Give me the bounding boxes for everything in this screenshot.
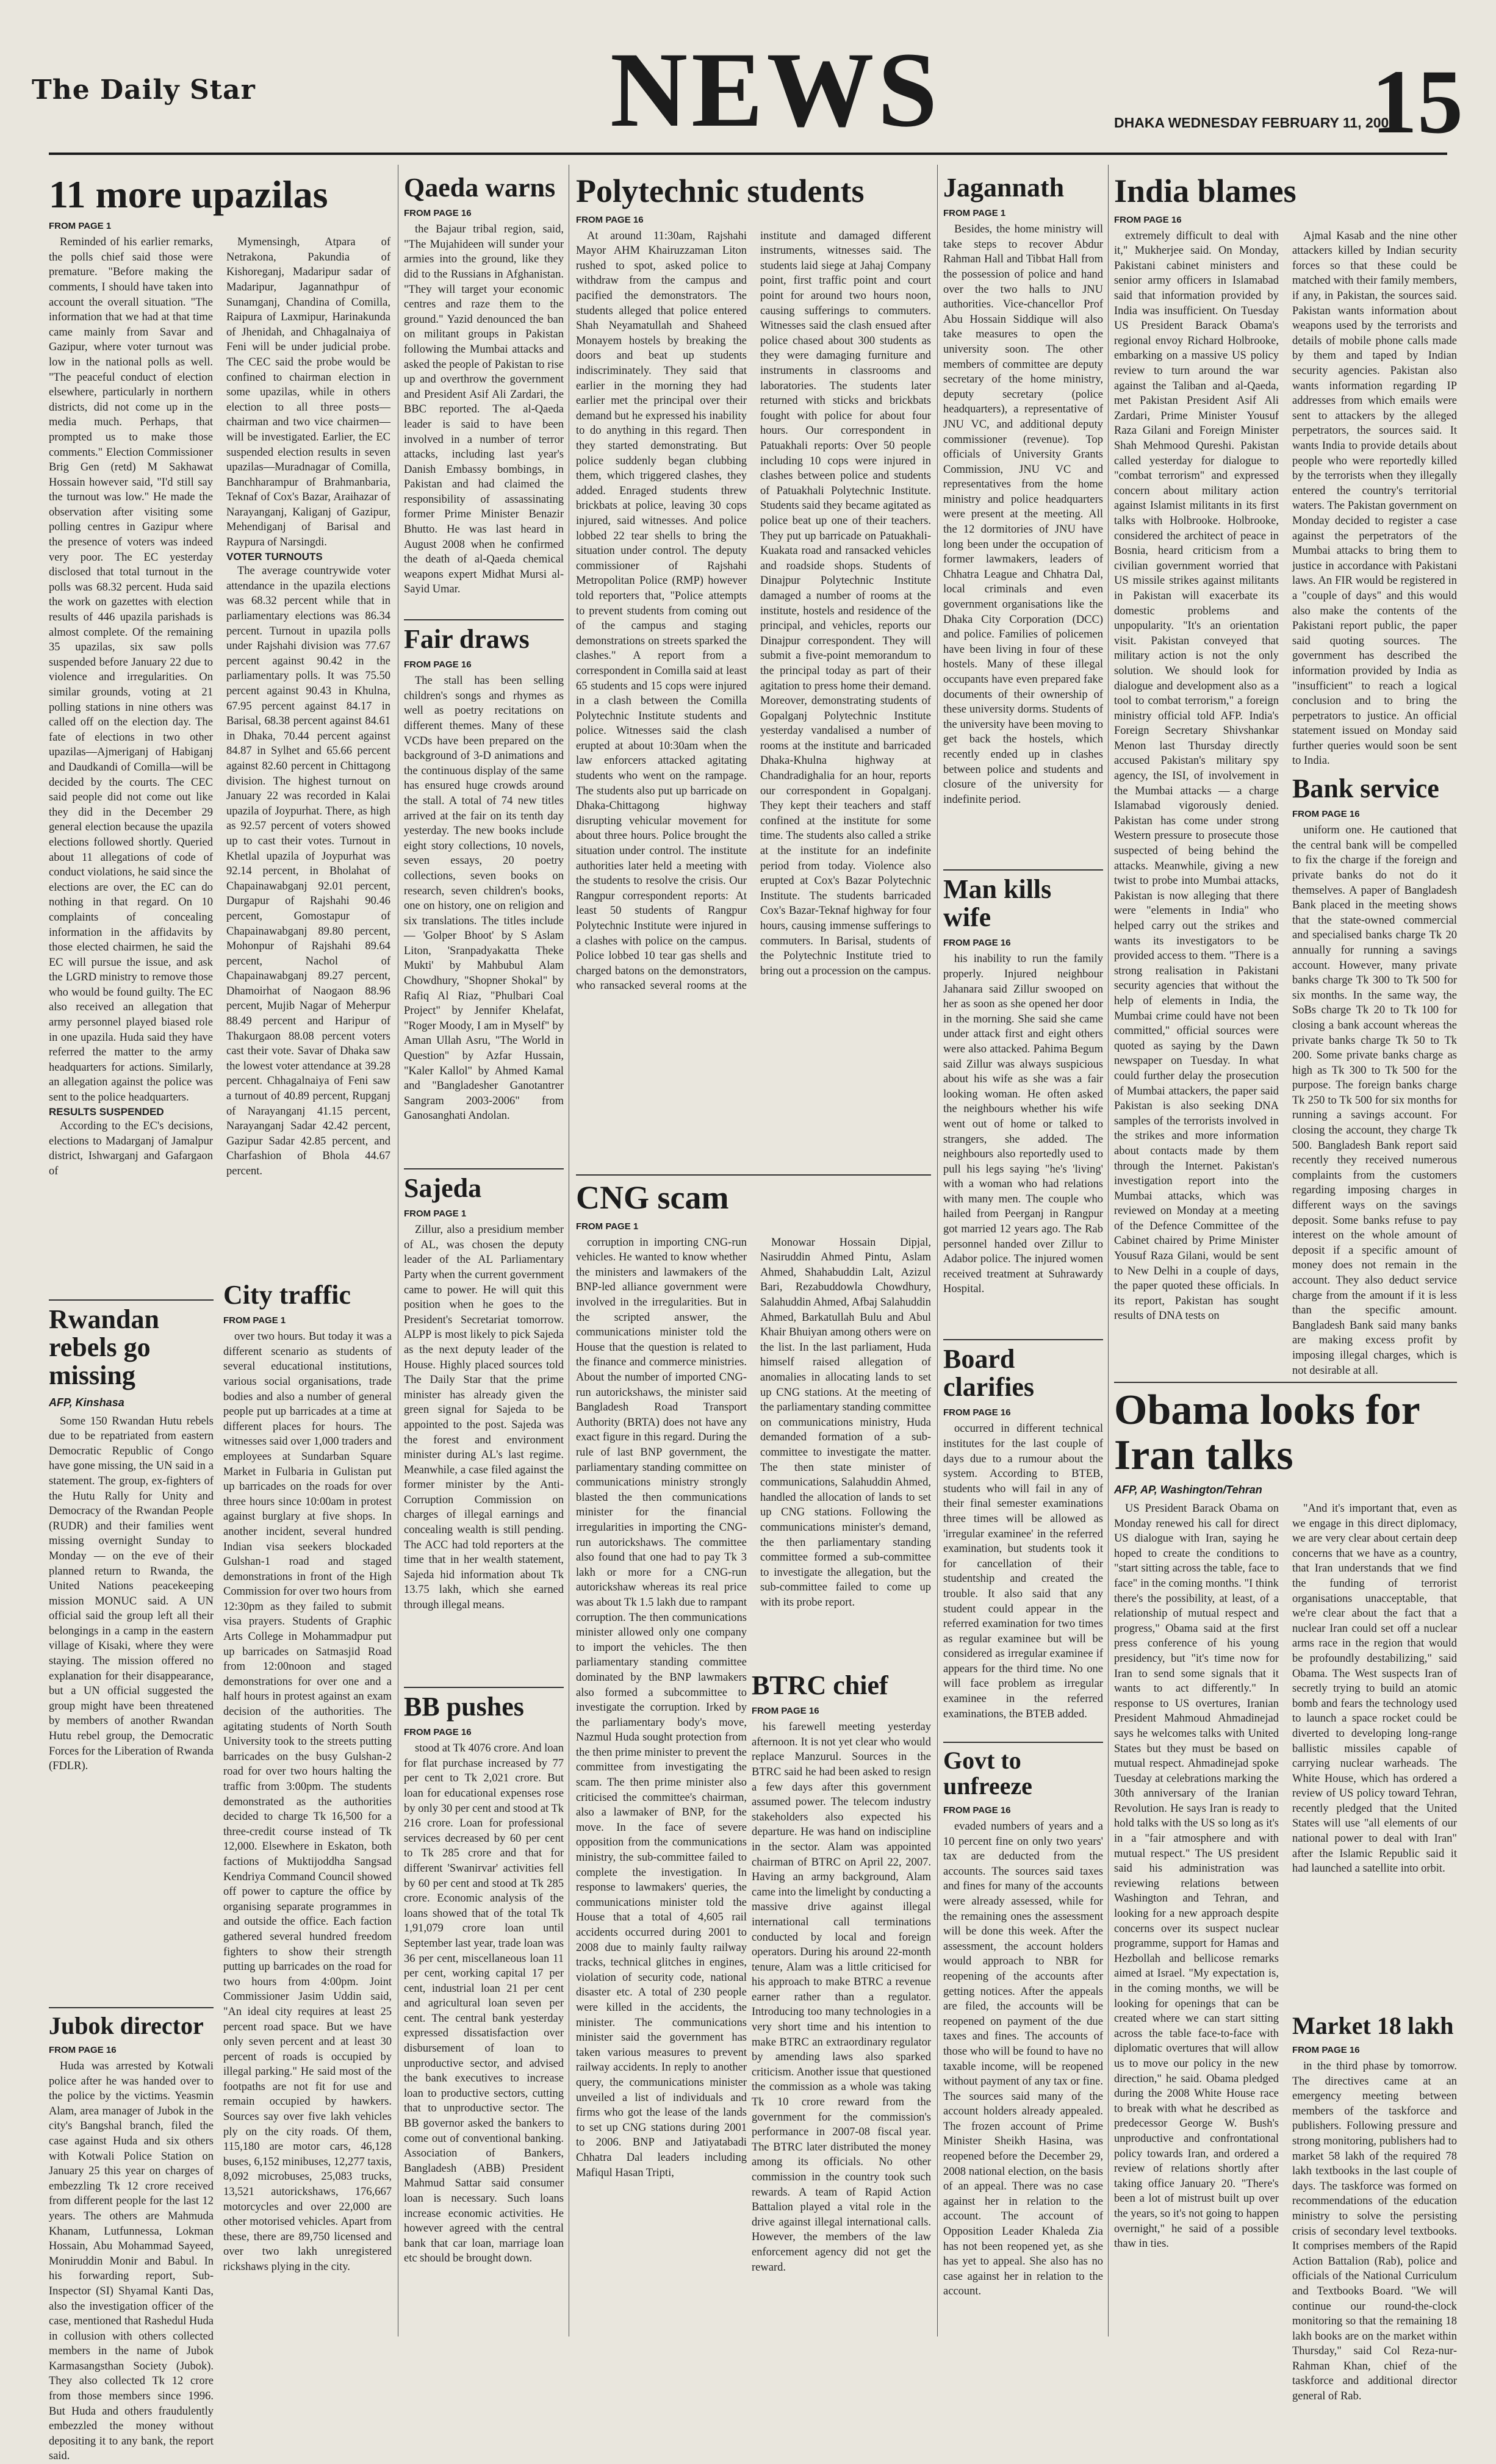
article-text: Mymensingh, Atpara of Netrakona, Pakundia of Kishoreganj, Madaripur sadar of Madaripur, Jagannathpur of Sunamganj, Chandina of Comilla, Raipura of Laxmipur, Harinakunda of Jhenidah, and Chhagalnaiya of Feni will be under judicial probe. The CEC said the probe would be confined to chairman election in some upazilas, while in others election to all three posts—chairman and two vice chairmen—will be investigated. Earlier, the EC suspended election results in seven upazilas—Muradnagar of Comilla, Banchharampur of Brahmanbaria, Teknaf of Cox's Bazar, Araihazar of Narayanganj, Kaliganj of Gazipur, Mehendiganj of Barisal and Raypura of Narsingdi. [226, 236, 390, 549]
article-text: his farewell meeting yesterday afternoon. It is not yet clear who would replace Manzurul. Sources in the BTRC said he had been asked to resign a few days after this government assumed power. The telecom industry stakeholders also expected his departure. He was hand on indiscipline in the sector. Alam was appointed chairman of BTRC on April 22, 2007. Having an army background, Alam came into the limelight by conducting a massive drive against illegal international call terminations conducted by local and foreign operators. During his around 22-month tenure, Alam was a little criticised for his approach to make BTRC a revenue earner rather than a regulator. Introducing too many technologies in a very short time and his intention to make BTRC an extraordinary regulator by amending laws also sparked criticism. Another issue that questioned the commission as a whole was taking Tk 10 crore reward from the government for the commission's performance in 2007-08 fiscal year. The BTRC later distributed the money among its officials. No other commission in the country took such rewards. A team of Rapid Action Battalion played a vital role in the drive against illegal international calls. However, the members of the law enforcement agency did not get the reward. [752, 1721, 931, 2274]
from-page: FROM PAGE 1 [943, 208, 1006, 219]
from-page: FROM PAGE 16 [404, 659, 472, 670]
article-text: According to the EC's decisions, elections to Madarganj of Jamalpur district, Ishwarganj and Gafargaon of [49, 1120, 213, 1178]
article-bank [1292, 775, 1457, 1379]
article-divider [49, 2007, 214, 2008]
byline: AFP, AP, Washington/Tehran [1114, 1484, 1262, 1496]
article-text: US President Barack Obama on Monday renewed his call for direct US dialogue with Iran, saying he hoped to create the conditions to "start sitting across the table, face to face" in the coming months. "I think there's the possibility, at least, of a relationship of mutual respect and progress," Obama said at the first press conference of his young presidency, but "it's time now for Iran to send some signals that it wants to act differently." In response to US overtures, Iranian President Mahmoud Ahmadinejad says he welcomes talks with United States but they must be based on mutual respect. Ahmadinejad spoke Tuesday at celebrations marking the 30th anniversary of the Iranian Revolution. He says Iran is ready to hold talks with the US so long as it's in a "fair atmosphere and with mutual respect." The US president said his administration was reviewing relations between Washington and Tehran, and looking for a new approach despite concerns over its suspect nuclear programme, support for Hamas and Hezbollah and bellicose remarks aimed at Israel. "My expectation is, in the coming months, we will be looking for openings that can be created where we can start sitting across the table face-to-face with diplomatic overtures that will allow us to move our policy in the new direction," he said. Obama pledged during the 2008 White House race to break with what he described as predecessor George W. Bush's unproductive and confrontational policy towards Iran, and ordered a review of relations shortly after taking office January 20. "There's been a lot of mistrust built up over the years, so it's not going to happen overnight," he said of a possible thaw in ties. [1114, 1503, 1279, 2250]
section-title: NEWS [610, 31, 941, 149]
article-column [752, 1720, 931, 2275]
article-board [943, 1345, 1103, 1736]
article-text: The average countrywide voter attendance in the upazila elections was 68.32 percent while that in parliamentary elections was 86.34 percent. Turnout in upazila polls under Rajshahi division was 77.67 percent against 90.42 in the parliamentary polls. It was 75.50 percent against 90.43 in Khulna, 67.95 percent against 84.17 in Barisal, 68.38 percent against 84.61 in Dhaka, 70.44 percent against 84.87 in Sylhet and 65.66 percent against 82.60 percent in Chittagong division. The highest turnout on January 22 was recorded in Kalai upazila of Joypurhat. There, as high as 92.57 percent of voters showed up to cast their votes. Turnout in Khetlal upazila of Joypurhat was 92.14 percent, in Bholahat of Chapainawabganj 92.01 percent, Durgapur of Rajshahi 90.46 percent, Gomostapur of Chapainawabganj 89.80 percent, Mohonpur of Rajshahi 89.64 percent, Nachol of Chapainawabganj 89.27 percent, Dhamoirhat of Naogaon 88.96 percent, Mujib Nagar of Meherpur 88.49 percent and Haripur of Thakurgaon 88.08 percent voters cast their vote. Savar of Dhaka saw the lowest voter attendance at 39.28 percent. Chhagalnaiya of Feni saw a turnout of 40.89 percent, Rupganj of Narayanganj 41.15 percent, Narayanganj Sadar 42.42 percent, Gazipur Sadar 42.85 percent, and Charfashion of Bhola 44.67 percent. [226, 565, 390, 1178]
article-divider [404, 619, 564, 620]
headline: Fair draws [404, 624, 530, 654]
article-divider [404, 1168, 564, 1169]
article-qaeda [404, 174, 564, 613]
headline: Jagannath [943, 173, 1065, 203]
article-govt [943, 1748, 1103, 2343]
article-polytechnic [576, 174, 931, 1168]
headline: Obama looks for Iran talks [1114, 1387, 1420, 1479]
from-page: FROM PAGE 16 [752, 1706, 819, 1717]
article-man-kills-wife [943, 875, 1103, 1333]
article-column [943, 222, 1103, 807]
article-column [49, 1414, 214, 1774]
article-text: The stall has been selling children's songs and rhymes as well as poetry recitations on different themes. Many of these VCDs have been prepared on the background of 3-D animations and the continuous display of the same has ensured huge crowds around the stall. A total of 74 new titles arrived at the fair on its tenth day yesterday. The new books include eight story collections, 10 novels, seven essays, 20 poetry collections, seven books on research, seven children's books, one on history, one on religion and six translations. The titles include — 'Golper Bhoot' by S Aslam Liton, 'Sranpadyakatta Theke Mukti' by Mahbubul Alam Chowdhury, "Shopner Shokal" by Rafiq Al Riaz, "Phulbari Coal Project" by Jennifer Khelafat, "Roger Moody, I am in Myself" by Aman Ullah Asru, "The World in Question" by Azfar Hussain, "Kaler Kallol" by Ahmed Kamal and "Bangladesher Ganotantrer Sangram 2003-2006" from Ganosanghati Andolan. [404, 675, 564, 1122]
article-column [943, 1421, 1103, 1722]
dateline: DHAKA WEDNESDAY FEBRUARY 11, 2009 [1114, 115, 1397, 131]
article-bb-pushes [404, 1693, 564, 2343]
article-text: extremely difficult to deal with it," Mukherjee said. On Monday, Pakistani cabinet ministers and senior army officers in Islamabad said that information provided by India was insufficient. On Tuesday US President Barack Obama's regional envoy Richard Holbrooke, embarking on a massive US policy review to turn around the war against the Taliban and al-Qaeda, met Pakistan President Asif Ali Zardari, Prime Minister Yousuf Raza Gilani and Foreign Minister Shah Mehmood Qureshi. Pakistan called yesterday for dialogue to "combat terrorism" and expressed concern about military action against Islamist militants in its first talks with Holbrooke. Holbrooke, considered the architect of peace in Bosnia, heard criticism from a civilian government worried that US missile strikes against militants in Pakistan will exacerbate its domestic problems and unpopularity. "It's an orientation visit. Pakistan conveyed that military action is not the only solution. We should look for dialogue and development also as a tool to combat terrorism," a foreign ministry official told AFP. India's Foreign Secretary Shivshankar Menon last Thursday directly accused Pakistan's military spy agency, the ISI, of involvement in the Mumbai attacks — a charge Islamabad vigorously denied. Pakistan has come under strong Western pressure to prosecute those suspected of being behind the attacks. Meanwhile, giving a new twist to probe into Mumbai attacks, Pakistan is now alleging that there were "elements in India" who helped carry out the strikes and wants its investigators to be provided access to them. "There is a strong realisation in Pakistani security agencies that without the help of elements in India, the Mumbai crime could have not been committed," official sources were quoted as saying by the Dawn newspaper on Tuesday. In what could further delay the prosecution of Mumbai attackers, the paper said Pakistan is also seeking DNA samples of the terrorists involved in the strikes and more information about contacts made by them through the Internet. Pakistan's investigation report into the Mumbai attacks, which was reviewed on Monday at a meeting of the Defence Committee of the Cabinet chaired by Prime Minister Yousuf Raza Gilani, would be sent to New Delhi in a couple of days, the paper quoted these officials. In its report, Pakistan has sought results of DNA tests on [1114, 229, 1279, 1323]
headline: City traffic [223, 1280, 351, 1310]
article-text: Huda was arrested by Kotwali police after he was handed over to the police by the victims. Yeasmin Alam, area manager of Jubok in the city's Bangshal branch, filed the case against Huda and six others with Kotwali Police Station on January 25 this year on charges of embezzling Tk 12 crore received from different people for the last 12 years. The others are Mahmuda Khanam, Lutfunnessa, Lokman Hossain, Abu Mohammad Sayeed, Moniruddin Monir and Babul. In his forwarding report, Sub-Inspector (SI) Shyamal Kanti Das, also the investigation officer of the case, mentioned that Rashedul Huda in collusion with others collected members in the name of Jubok Karmasangsthan Society (Jubok). They also collected Tk 12 crore from those members since 1996. But Huda and others fraudulently embezzled the money without depositing it to any bank, the report said. [49, 2060, 214, 2463]
headline: Rwandan rebels go missing [49, 1304, 159, 1391]
article-fair [404, 625, 564, 1162]
from-page: FROM PAGE 16 [404, 1727, 472, 1738]
headline: BTRC chief [752, 1670, 888, 1700]
article-text: Ajmal Kasab and the nine other attackers killed by Indian security forces so that these could be matched with their family members, if any, in Pakistan, the sources said. Pakistan wants information about weapons used by the terrorists and details of mobile phone calls made by them and taped by Indian security agencies. Pakistan also wants information regarding IP addresses from which emails were sent to attackers by the alleged perpetrators, the sources said. It wants India to provide details about people who were reportedly killed by the terrorists when they illegally entered the country's territorial waters. The Pakistan government on Monday decided to register a case against the perpetrators of the Mumbai attacks to bring them to justice in accordance with Pakistani laws. An FIR would be registered in a "couple of days" and this would also make the contents of the Pakistani report public, the paper said quoting sources. The government has described the information provided by India as "insufficient" to reach a logical conclusion and to bring the perpetrators to justice. An official statement issued on Monday said further queries would soon be sent to India. [1292, 229, 1457, 767]
article-divider [943, 1339, 1103, 1340]
subhead: VOTER TURNOUTS [226, 550, 323, 562]
article-text: "And it's important that, even as we engage in this direct diplomacy, we are very clear about certain deep concerns that we have as a country, that Iran understands that we find the funding of terrorist organisations unacceptable, that we're clear about the fact that a nuclear Iran could set off a nuclear arms race in the region that would be profoundly destabilizing," said Obama. The West suspects Iran of secretly trying to build an atomic bomb and fears the technology used to launch a space rocket could be diverted to developing long-range ballistic missiles capable of carrying nuclear warheads. The White House, which has ordered a review of US policy toward Tehran, recently pledged that the United States will use "all elements of our national power to deal with Iran" after the Islamic Republic said it had launched a satellite into orbit. [1292, 1503, 1457, 1875]
headline: India blames [1114, 173, 1296, 209]
from-page: FROM PAGE 16 [943, 1407, 1011, 1418]
article-text: stood at Tk 4076 crore. And loan for flat purchase increased by 77 per cent to Tk 2,021 crore. But loan for educational expenses rose by only 30 per cent and stood at Tk 216 crore. Loan for professional services decreased by 60 per cent to Tk 285 crore and that for different 'Swanirvar' activities fell by 60 per cent and stood at Tk 285 crore. Economic analysis of the loans showed that of the total Tk 1,91,079 crore loan until September last year, trade loan was 36 per cent, miscellaneous loan 11 per cent, working capital 17 per cent, industrial loan 21 per cent and agricultural loan seven per cent. The central bank yesterday expressed dissatisfaction over disbursement of loan to unproductive sector, and advised the bank executives to increase loan to productive sectors, cutting that to unproductive sector. The BB governor asked the bankers to come out of conventional banking. Association of Bankers, Bangladesh (ABB) President Mahmud Sattar said consumer loan is necessary. Such loans increase economic activities. He however agreed with the central bank that car loan, marriage loan etc should be brought down. [404, 1742, 564, 2265]
headline: Market 18 lakh [1292, 2012, 1454, 2039]
article-column [1292, 2059, 1457, 2404]
masthead-rule [49, 153, 1447, 155]
article-text: in the third phase by tomorrow. The directives came at an emergency meeting between members of the taskforce and publishers. Following pressure and strong monitoring, publishers had to market 58 lakh of the required 78 lakh textbooks in the last couple of days. The taskforce was formed on recommendations of the education ministry to solve the persisting crisis of secondary level textbooks. It comprises members of the Rapid Action Battalion (Rab), police and officials of the National Curriculum and Textbooks Board. "We will continue our round-the-clock monitoring so that the remaining 18 lakh books are on the market within Thursday," said Col Reza-nur-Rahman Khan, chief of the taskforce and additional director general of Rab. [1292, 2060, 1457, 2403]
article-text: Some 150 Rwandan Hutu rebels due to be repatriated from eastern Democratic Republic of Congo have gone missing, the UN said in a statement. The group, ex-fighters of the Hutu Rally for Unity and Democracy of the Rwandan People (RUDR) and their families went missing overnight Sunday to Monday — on the eve of their planned return to Rwanda, the United Nations peacekeeping mission MONUC said. A UN official said the group left all their belongings in a camp in the eastern village of Kisaki, where they were staying. The mission offered no explanation for their disappearance, but a UN official suggested the group might have been threatened by members of another Rwandan Hutu rebel group, the Democratic Forces for the Liberation of Rwanda (FDLR). [49, 1415, 214, 1773]
from-page: FROM PAGE 16 [576, 214, 644, 225]
byline: AFP, Kinshasa [49, 1396, 124, 1409]
article-divider [943, 869, 1103, 871]
article-divider [49, 1299, 214, 1301]
article-text: Reminded of his earlier remarks, the polls chief said those were premature. "Before making the comments, I should have taken into account the overall situation. "The information that we had at that time came mainly from Savar and Gazipur, where voter turnout was low in the national polls as well. "The peaceful conduct of election elsewhere, particularly in northern districts, did not come up in the media much. Perhaps, that prompted us to make those comments." Election Commissioner Brig Gen (retd) M Sakhawat Hossain however said, "I'd still say the turnout was low." He made the observation after visiting some polling centres in Gazipur where the presence of voters was indeed very poor. The EC yesterday disclosed that total turnout in the polls was 68.32 percent. Huda said the work on gazettes with election results of 446 upazila parishads is almost complete. Of the remaining 35 upazilas, six saw polls suspended before January 22 due to violence and irregularities. On similar grounds, voting at 21 polling stations in nine others was called off on the election day. The fate of elections in two other upazilas—Ajmeriganj of Habiganj and Daudkandi of Comilla—will be decided by the courts. The CEC said people did not come out like they did in the December 29 general election because the upazila elections followed shortly. Queried about 11 allegations of code of conduct violations, he said since the elections are over, the EC can do nothing in that regard. On 10 complaints of concealing information in the affidavits by those elected chairmen, he said the EC will pursue the issue, and ask the LGRD ministry to remove those who would be found guilty. The EC also received an allegation that army personnel played biased role in one upazila. Huda said they have referred the matter to the army headquarters for actions. Similarly, an allegation against the police was sent to the police headquarters. [49, 236, 213, 1104]
article-text: evaded numbers of years and a 10 percent fine on only two years' tax are deducted from the accounts. The sources said taxes and fines for many of the accounts were already assessed, while for the remaining ones the assessment will be done this week. After the assessment, the account holders would approach to NBR for reopening of the accounts after getting notices. After the appeals are filed, the accounts will be reopened on payment of the due taxes and fines. The accounts of those who will be found to have no taxable income, will be reopened without payment of any tax or fine. The sources said many of the account holders already appealed. The frozen account of Prime Minister Sheikh Hasina, was reopened before the December 29, 2008 national election, on the basis of an appeal. There was no case against her in relation to the account. The account of Opposition Leader Khaleda Zia has not been reopened yet, as she has yet to appeal. She also has no case against her in relation to the account. [943, 1820, 1103, 2298]
headline: 11 more upazilas [49, 173, 328, 216]
from-page: FROM PAGE 16 [1114, 214, 1182, 225]
from-page: FROM PAGE 16 [1292, 809, 1360, 820]
article-jagannath [943, 174, 1103, 863]
article-column [49, 235, 213, 1179]
article-column [576, 1235, 747, 2180]
headline: Man kills wife [943, 874, 1052, 933]
article-upazilas [49, 174, 390, 1290]
article-text: Monowar Hossain Dipjal, Nasiruddin Ahmed Pintu, Aslam Ahmed, Shahabuddin Lalt, Azizul Bari, Rezabuddowla Chowdhury, Salahuddin Ahmed, Afbaj Salahuddin Ahmed, Barkatullah Bulu and Abul Khair Bhuiyan among others were on the list. In the last parliament, Huda himself raised allegation of anomalies in allocating lands to set up CNG stations. At the meeting of the parliamentary standing committee on communications ministry, Huda demanded formation of a sub-committee to investigate the matter. The then state minister of communications, Salahuddin Ahmed, handled the allocation of lands to set up CNG stations. Following the communications minister's demand, the then parliamentary standing committee formed a sub-committee to investigate the allegation, but the sub-committee failed to come up with its probe report. [760, 1236, 931, 1609]
article-jubok [49, 2012, 214, 2463]
article-column [1292, 823, 1457, 1378]
article-column [404, 673, 564, 1124]
from-page: FROM PAGE 16 [943, 1805, 1011, 1816]
article-btrc [752, 1672, 931, 2343]
article-column [943, 952, 1103, 1297]
article-city-traffic [223, 1281, 392, 2343]
article-column [223, 1329, 392, 2274]
headline: Sajeda [404, 1173, 482, 1203]
article-divider [576, 1174, 931, 1176]
paper-name: The Daily Star [32, 74, 256, 106]
article-text: occurred in different technical institutes for the last couple of days due to a rumour about the system. According to BTEB, students who will fail in any of their final semester examinations three times will be allowed as 'irregular examinee' in the referred examination, but students took it for cancellation of their studentship and created the trouble. It also said that any student could appear in the referred examination for two times as regular examinee but will be considered as irregular examinee if appears for the third time. No one will face problem as irregular examinee in the referred examinations, the BTEB added. [943, 1423, 1103, 1720]
from-page: FROM PAGE 1 [404, 1209, 467, 1219]
from-page: FROM PAGE 1 [49, 221, 112, 232]
article-column [576, 229, 931, 994]
headline: Bank service [1292, 774, 1439, 803]
article-text: Zillur, also a presidium member of AL, was chosen the deputy leader of the AL Parliamentary Party when the current government came to power. He will quit this position when he goes to the President's Secretariat tomorrow. ALPP is most likely to pick Sajeda as the next deputy leader of the House. Highly placed sources told The Daily Star that the prime minister has already given the green signal for Sajeda to be appointed to the post. Sajeda was the forest and environment minister during AL's last regime. Meanwhile, a case filed against the former minister by the Anti-Corruption Commission on charges of illegal earnings and concealing wealth is still pending. The ACC had told reporters at the time that in her wealth statement, Sajeda hid information about Tk 13.75 lakh, which she earned through illegal means. [404, 1224, 564, 1612]
article-column [226, 235, 390, 1179]
from-page: FROM PAGE 1 [223, 1315, 286, 1326]
column-rule [937, 165, 938, 2336]
from-page: FROM PAGE 16 [943, 938, 1011, 949]
article-text: over two hours. But today it was a different scenario as students of several educational institutions, various social organisations, trade bodies and also a number of general people put up barricades at a time at different places for hours. The witnesses said over 1,000 traders and employees at Sundarban Square Market in Fulbaria in Gulistan put up barricades on the roads for over three hours since 10:00am in protest against burglary at five shops. In another incident, several hundred Indian visa seekers blockaded Gulshan-1 road and staged demonstrations in front of the High Commission for over two hours from 12:30pm as they failed to submit visa prayers. Students of Graphic Arts College in Mohammadpur put up barricades on Satmasjid Road from 12:00noon and staged demonstrations for over one and a half hours in protest against an exam decision of the authorities. The agitating students of North South University took to the streets putting barricades on the busy Gulshan-2 road for over two hours halting the traffic from 3:00pm. The students demonstrated as the authorities decided to charge Tk 16,500 for a three-credit course instead of Tk 12,000. Elsewhere in Eskaton, both factions of Muktijoddha Sangsad Kendriya Command Council showed off power to capture the office by organising separate programmes in and outside the office. Each faction gathered several hundred freedom fighters to show their strength putting up barricades on the road for two hours from 4:00pm. Joint Commissioner Jasim Uddin said, "An ideal city requires at least 25 percent road space. But we have only seven percent and at least 30 percent of roads is occupied by illegal parking." He said most of the footpaths are not fit for use and remain occupied by hawkers. Sources say over five lakh vehicles ply on the city roads. Of them, 115,180 are motor cars, 46,128 buses, 6,152 minibuses, 12,277 taxis, 8,092 microbuses, 25,083 trucks, 13,521 autorickshaws, 176,667 motorcycles and over 22,000 are other motorised vehicles. Apart from these, there are 89,750 licensed and over two lakh unregistered rickshaws plying in the city. [223, 1331, 392, 2273]
article-column [943, 1819, 1103, 2299]
subhead: RESULTS SUSPENDED [49, 1105, 164, 1118]
headline: Jubok director [49, 2012, 204, 2039]
article-text: his inability to run the family properly. Injured neighbour Jahanara said Zillur swooped on her as soon as she opened her door in the morning. She said she came under attack first and eight others were also attacked. Pahima Begum said Zillur was always suspicious about his wife as she was a fair looking woman. He often asked the neighbours whether his wife went out of home or talked to strangers, she added. The neighbours also reportedly used to pull his legs saying "he's 'living' with a woman who had relations with many men. The couple who hailed from Peerganj in Rangpur got married 12 years ago. The Rab personnel handed over Zillur to Adabor police. The injured women received treatment at Suhrawardy Hospital. [943, 953, 1103, 1296]
article-sajeda [404, 1174, 564, 1681]
headline: Polytechnic students [576, 173, 865, 209]
article-column [1114, 229, 1279, 1324]
from-page: FROM PAGE 16 [49, 2045, 117, 2055]
article-column [404, 1223, 564, 1612]
article-market [1292, 2012, 1457, 2403]
from-page: FROM PAGE 1 [576, 1221, 639, 1232]
article-text: Besides, the home ministry will take steps to recover Abdur Rahman Hall and Tibbat Hall from the possession of police and hand over the two halls to JNU authorities. Vice-chancellor Prof Abu Hossain Siddique will also take measures to open the university soon. The other members of committee are deputy secretary of the home ministry, deputy secretary (police headquarters), a representative of JNU VC, and additional deputy commissioner (revenue). Top officials of University Grants Commission, JNU VC and representatives from the home ministry and police headquarters were present at the meeting. All the 12 dormitories of JNU have long been under the occupation of former lawmakers, leaders of Chhatra League and Chhatra Dal, local criminals and even government organisations like the Dhaka City Corporation (DCC) and police. Families of policemen have been living in four of these hostels. Many of these illegal occupants have even prepared fake documents of their ownership of these university dorms. Students of the university have been moving to get back the hostels, which recently ended up in clashes between police and students and closure of the university for indefinite period. [943, 223, 1103, 806]
from-page: FROM PAGE 16 [404, 208, 472, 219]
article-text: the Bajaur tribal region, said, "The Mujahideen will sunder your armies into the ground, like they did to the Russians in Afghanistan. "They will target your economic centres and raze them to the ground." Yazid denounced the ban on militant groups in Pakistan following the Mumbai attacks and asked the people of Pakistan to rise up and overthrow the government and President Asif Ali Zardari, the BBC reported. The al-Qaeda leader is said to have been involved in a number of terror attacks, including last year's Danish Embassy bombings, in Pakistan and had claimed the responsibility of assassinating former Prime Minister Benazir Bhutto. He was last heard in August 2008 when he confirmed the death of al-Qaeda chemical weapons expert Midhat Mursi al-Sayid Umar. [404, 223, 564, 596]
article-column [49, 2059, 214, 2464]
headline: CNG scam [576, 1179, 729, 1216]
article-divider [943, 1742, 1103, 1743]
article-rwandan [49, 1306, 214, 2001]
headline: Board clarifies [943, 1344, 1035, 1403]
article-text: corruption in importing CNG-run vehicles. He wanted to know whether the ministers and lawmakers of the BNP-led alliance government were involved in the irregularities. But in the scripted answer, the communications minister told the House that the question is related to the finance and commerce ministries. About the number of imported CNG-run autorickshaws, the minister said Bangladesh Road Transport Authority (BRTA) does not have any exact figure in this regard. During the rule of last BNP government, the parliamentary standing committee on communications ministry strongly blasted the then communications minister for the financial irregularities in importing the CNG-run autorickshaws. The committee also found that one had to pay Tk 3 lakh or more for a CNG-run autorickshaw whereas its real price was about Tk 1.5 lakh due to rampant corruption. The then communications minister allowed only one company to import the vehicles. The then parliamentary standing committee dominated by the BNP lawmakers also formed a subcommittee to investigate the corruption. Irked by the parliamentary body's move, Nazmul Huda sought protection from the then prime minister to prevent the committee from investigating the scam. The then prime minister also criticised the committee's chairman, also a lawmaker of BNP, for the move. In the face of severe opposition from the communications ministry, the sub-committee failed to complete the investigation. In response to lawmakers' queries, the communications minister told the House that a total of 4,605 rail accidents occurred during 2001 to 2008 due to mainly faulty railway tracks, technical glitches in engines, violation of security code, national disaster etc. A total of 230 people were killed in the accidents, the minister. The communications minister said the government has taken various measures to prevent railway accidents. In reply to another query, the communications minister unveiled a list of individuals and firms who got the lease of the lands to set up CNG stations during 2001 to 2006. BNP and Jatiyatabadi Chhatra Dal leaders including Mafiqul Hasan Tripti, [576, 1236, 747, 2179]
article-divider [404, 1687, 564, 1688]
article-text: uniform one. He cautioned that the central bank will be compelled to fix the charge if the foreign and private banks do not do it themselves. A paper of Bangladesh Bank placed in the meeting shows that the state-owned commercial and specialised banks charge Tk 20 annually for running a savings account. However, many private banks charge Tk 300 to Tk 500 for six months. In the same way, the SoBs charge Tk 20 to Tk 100 for closing a bank account whereas the private banks charge Tk 50 to Tk 200. Some private banks charge as high as Tk 300 to Tk 500 for the purpose. The foreign banks charge Tk 250 to Tk 500 for six months for running a savings account. For closing the account, they charge Tk 500. Bangladesh Bank report said recently they received numerous complaints from the customers regarding imposing charges in different ways on the savings deposit. Some banks refuse to pay interest on the whole amount of deposit if a specific amount of money does not remain in the account. They also deduct service charge from the amount if it is less than the specific amount. Bangladesh Bank said many banks are making excess profit by imposing illegal charges, which is not desirable at all. [1292, 824, 1457, 1377]
page-number: 15 [1372, 51, 1463, 153]
article-column [404, 222, 564, 597]
article-text: At around 11:30am, Rajshahi Mayor AHM Khairuzzaman Liton rushed to spot, asked police to withdraw from the campus and pacified the demonstrators. The students alleged that police entered Shah Neyamatullah and Shaheed Monayem hostels by breaking the doors and beat up students indiscriminately. They said that earlier in the morning they had earlier met the principal over their demand but he expressed his inability to do anything in this regard. Then they started demonstrating. But police suddenly began clubbing them, which triggered clashes, they added. Enraged students threw brickbats at police, leaving 30 cops injured, said witnesses. And police lobbed 22 tear shells to bring the situation under control. The deputy commissioner of Rajshahi Metropolitan Police (RMP) however told reporters that, "Police attempts to prevent students from coming out of the campus and staging demonstrations on streets sparked the clashes." A report from a correspondent in Comilla said at least 65 students and 15 cops were injured in a clash between the Comilla Polytechnic Institute students and police. Witnesses said the clash erupted at about 10:30am when the law enforcers attacked agitating students who went on the rampage. The students also put up barricade on Dhaka-Chittagong highway disrupting vehicular movement for about three hours. Police brought the situation under control. The institute authorities later held a meeting with the students to resolve the crisis. Our Rangpur correspondent reports: At least 50 students of Rangpur Polytechnic Institute were injured in a clashes with police on the campus. Police lobbed 10 tear gas shells and charged batons on the demonstrators, who ransacked several rooms at the institute and damaged different instruments, witnesses said. The students laid siege at Jahaj Company point, first traffic point and court point for around two hours noon, causing sufferings to commuters. Witnesses said the clash ensued after police chased about 300 students as they were damaging furniture and instruments in classrooms and laboratories. The students later returned with sticks and brickbats fought with police for about four hours. Our correspondent in Patuakhali reports: Over 50 people including 10 cops were injured in clashes between police and students of Patuakhali Polytechnic Institute. Students said they became agitated as police beat up one of their teachers. They put up barricade on Patuakhali-Kuakata road and ransacked vehicles and roadside shops. Students of Dinajpur Polytechnic Institute damaged a number of rooms at the institute, hostels and residence of the principal, and vehicles, reports our Dinajpur correspondent. They will submit a five-point memorandum to the principal today as part of their agitation to press home their demand. Moreover, demonstrating students of Gopalganj Polytechnic Institute yesterday vandalised a number of rooms at the institute and barricaded Dhaka-Khulna highway at Chandradighalia for an hour, reports our correspondent in Gopalganj. They kept their teachers and staff confined at the institute for some time. The students also called a strike at the institute for an indefinite period from today. Violence also erupted at Cox's Bazar Polytechnic Institute. The students barricaded Cox's Bazar-Teknaf highway for four hours, causing immense sufferings to commuters. In Barisal, students of the Polytechnic Institute tried to bring out a procession on the campus. [576, 229, 932, 993]
column-rule [1108, 165, 1109, 2336]
headline: BB pushes [404, 1692, 524, 1722]
article-column [1114, 1501, 1279, 2252]
headline: Qaeda warns [404, 173, 556, 203]
article-divider [1114, 1382, 1457, 1383]
article-column [404, 1741, 564, 2266]
from-page: FROM PAGE 16 [1292, 2045, 1360, 2055]
headline: Govt to unfreeze [943, 1747, 1032, 1800]
